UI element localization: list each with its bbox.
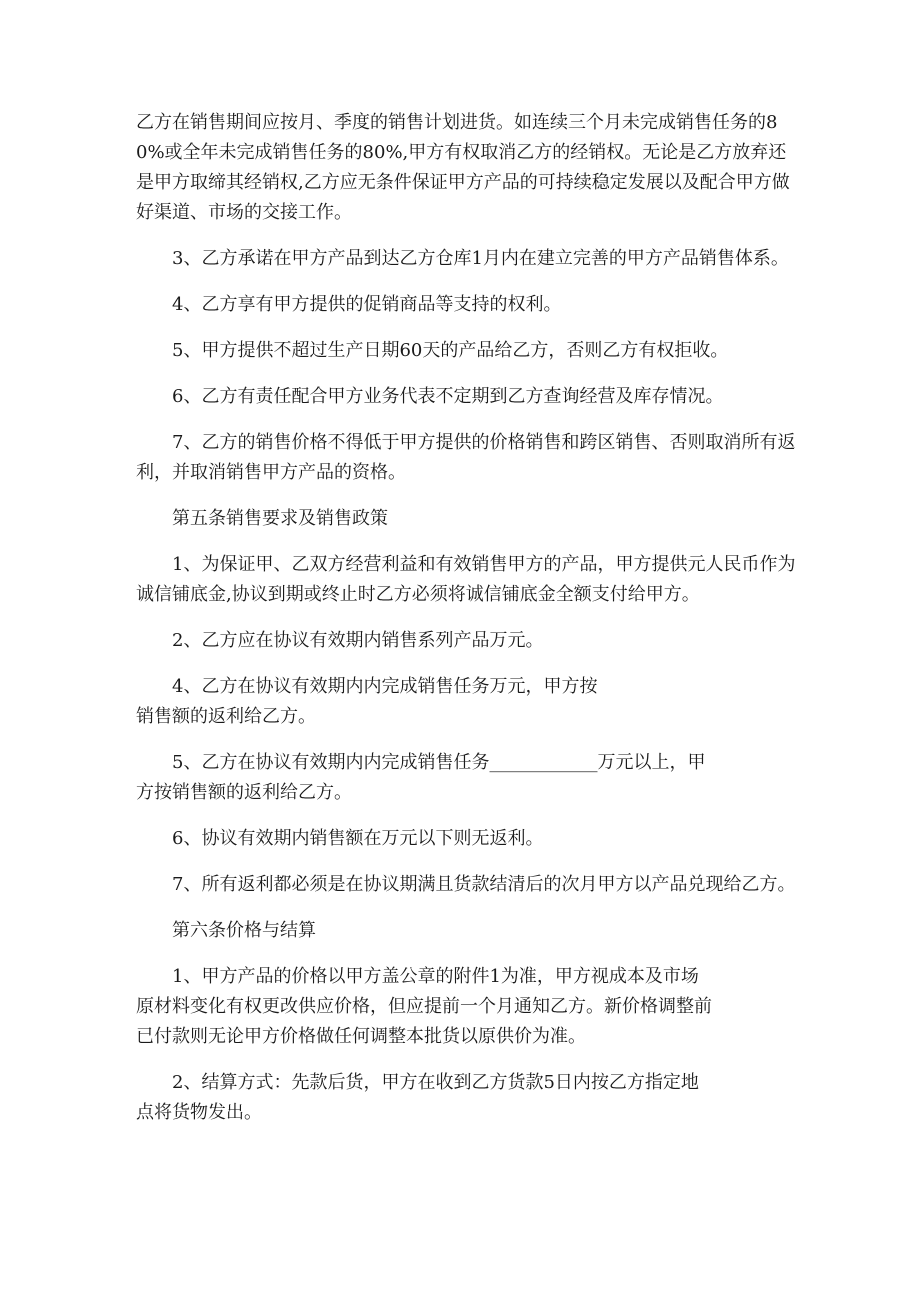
paragraph-clause-3: 3、乙方承诺在甲方产品到达乙方仓库1月内在建立完善的甲方产品销售体系。 bbox=[172, 248, 789, 269]
document-body bbox=[136, 108, 804, 1144]
paragraph-clause-7: 7、乙方的销售价格不得低于甲方提供的价格销售和跨区销售、否则取消所有返利，并取消销售甲方产品的资格。 bbox=[136, 432, 796, 483]
paragraph-article-6-item-1: 1、甲方产品的价格以甲方盖公章的附件1为准，甲方视成本及市场 原材料变化有权更改供应价格，但应提前一个月通知乙方。新价格调整前 已付款则无论甲方价格做任何调整本批货以原供价为准。 bbox=[136, 966, 712, 1047]
paragraph-clause-4: 4、乙方享有甲方提供的促销商品等支持的权利。 bbox=[172, 294, 562, 315]
paragraph-article-5-item-1: 1、为保证甲、乙双方经营利益和有效销售甲方的产品，甲方提供元人民币作为诚信铺底金,协议到期或终止时乙方必须将诚信铺底金全额支付给甲方。 bbox=[136, 554, 796, 605]
paragraph-article-5-item-5: 5、乙方在协议有效期内内完成销售任务____________万元以上，甲 方按销售额的返利给乙方。 bbox=[136, 752, 706, 803]
section-heading-article-6: 第六条价格与结算 bbox=[172, 920, 316, 941]
paragraph-article-5-item-7: 7、所有返利都必须是在协议期满且货款结清后的次月甲方以产品兑现给乙方。 bbox=[172, 874, 796, 895]
paragraph-sales-plan: 乙方在销售期间应按月、季度的销售计划进货。如连续三个月未完成销售任务的80%或全年未完成销售任务的80%,甲方有权取消乙方的经销权。无论是乙方放弃还是甲方取缔其经销权,乙方应无条件保证甲方产品的可持续稳定发展以及配合甲方做好渠道、市场的交接工作。 bbox=[136, 112, 790, 223]
paragraph-clause-6: 6、乙方有责任配合甲方业务代表不定期到乙方查询经营及库存情况。 bbox=[172, 386, 724, 407]
paragraph-article-5-item-4: 4、乙方在协议有效期内内完成销售任务万元，甲方按 销售额的返利给乙方。 bbox=[136, 676, 598, 727]
paragraph-article-5-item-6: 6、协议有效期内销售额在万元以下则无返利。 bbox=[172, 828, 544, 849]
section-heading-article-5: 第五条销售要求及销售政策 bbox=[172, 508, 388, 529]
paragraph-clause-5: 5、甲方提供不超过生产日期60天的产品给乙方，否则乙方有权拒收。 bbox=[172, 340, 729, 361]
paragraph-article-6-item-2: 2、结算方式：先款后货，甲方在收到乙方货款5日内按乙方指定地 点将货物发出。 bbox=[136, 1072, 699, 1123]
paragraph-article-5-item-2: 2、乙方应在协议有效期内销售系列产品万元。 bbox=[172, 630, 544, 651]
